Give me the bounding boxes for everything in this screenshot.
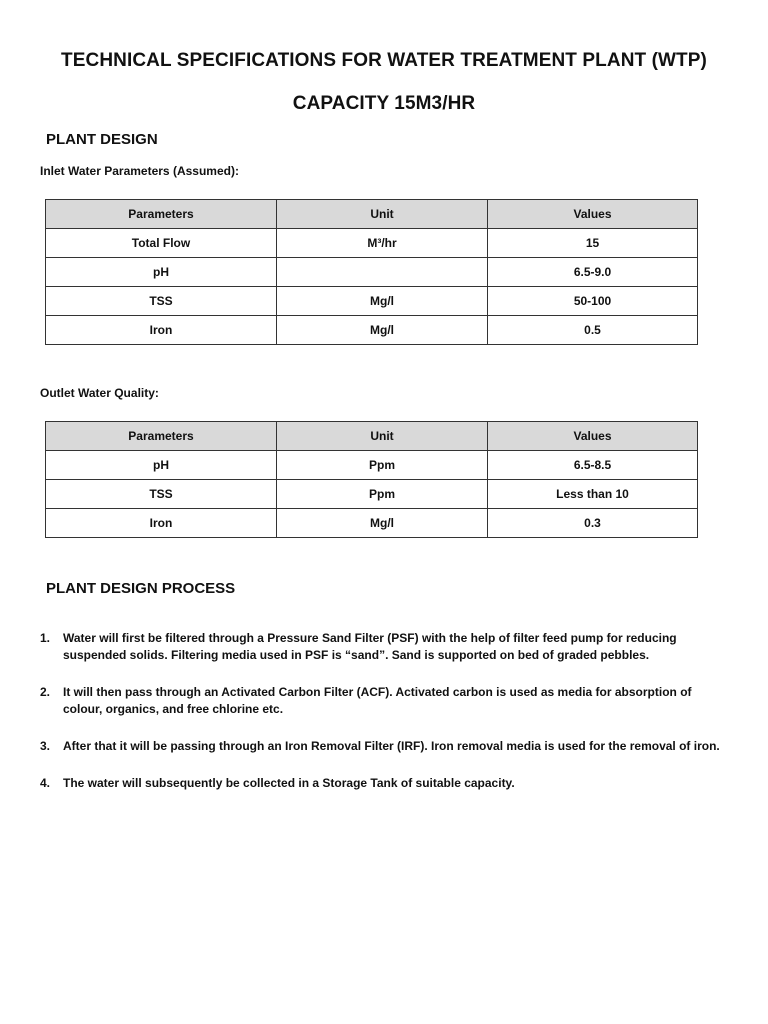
column-header: Unit — [277, 200, 488, 229]
table-cell: 0.5 — [488, 316, 698, 345]
table-cell: 50-100 — [488, 287, 698, 316]
table-row — [46, 229, 698, 258]
table-cell: M³/hr — [277, 229, 488, 258]
table-cell: TSS — [46, 480, 277, 509]
table-header-row — [46, 422, 698, 451]
table-row — [46, 258, 698, 287]
table-cell: TSS — [46, 287, 277, 316]
document-subtitle: CAPACITY 15M3/HR — [292, 93, 476, 114]
section-heading-plant-design-process: PLANT DESIGN PROCESS — [46, 580, 236, 597]
list-item — [40, 775, 730, 792]
section-heading-plant-design: PLANT DESIGN — [46, 131, 158, 148]
table-row — [46, 316, 698, 345]
table-row — [46, 287, 698, 316]
table-row — [46, 451, 698, 480]
table-cell: Mg/l — [277, 509, 488, 538]
list-item — [40, 684, 730, 718]
inlet-parameters-table — [45, 199, 698, 345]
outlet-quality-label: Outlet Water Quality: — [40, 386, 159, 400]
list-item-text: After that it will be passing through an Iron Removal Filter (IRF). Iron removal media is used for the removal of iron. — [63, 739, 720, 753]
list-item-number: 1. — [40, 631, 51, 645]
list-item-text: Water will first be filtered through a Pressure Sand Filter (PSF) with the help of filter feed pump for reducing suspended solids. Filtering media used in PSF is “sand”. Sand is supported on bed of graded pebbles. — [63, 631, 677, 662]
outlet-quality-table — [45, 421, 698, 538]
table-cell: Mg/l — [277, 287, 488, 316]
table-cell: 6.5-9.0 — [488, 258, 698, 287]
list-item-number: 3. — [40, 739, 51, 753]
table-cell: 15 — [488, 229, 698, 258]
table-cell: Less than 10 — [488, 480, 698, 509]
process-steps-list — [40, 630, 730, 812]
table-cell: 0.3 — [488, 509, 698, 538]
table-cell: Iron — [46, 316, 277, 345]
table-row — [46, 509, 698, 538]
table-cell: Ppm — [277, 451, 488, 480]
document-title: TECHNICAL SPECIFICATIONS FOR WATER TREATMENT PLANT (WTP) — [61, 50, 707, 71]
list-item-text: It will then pass through an Activated Carbon Filter (ACF). Activated carbon is used as media for absorption of colour, organics, and free chlorine etc. — [63, 685, 692, 716]
column-header: Parameters — [46, 422, 277, 451]
table-cell: Mg/l — [277, 316, 488, 345]
table-cell: Ppm — [277, 480, 488, 509]
inlet-parameters-label: Inlet Water Parameters (Assumed): — [40, 164, 239, 178]
table-cell: Iron — [46, 509, 277, 538]
list-item — [40, 738, 730, 755]
table-cell: 6.5-8.5 — [488, 451, 698, 480]
table-cell: pH — [46, 451, 277, 480]
table-cell: Total Flow — [46, 229, 277, 258]
table-row — [46, 480, 698, 509]
column-header: Values — [488, 200, 698, 229]
list-item-text: The water will subsequently be collected in a Storage Tank of suitable capacity. — [63, 776, 515, 790]
table-cell — [277, 258, 488, 287]
column-header: Parameters — [46, 200, 277, 229]
table-cell: pH — [46, 258, 277, 287]
column-header: Unit — [277, 422, 488, 451]
list-item-number: 2. — [40, 685, 51, 699]
table-header-row — [46, 200, 698, 229]
list-item-number: 4. — [40, 776, 51, 790]
list-item — [40, 630, 730, 664]
column-header: Values — [488, 422, 698, 451]
